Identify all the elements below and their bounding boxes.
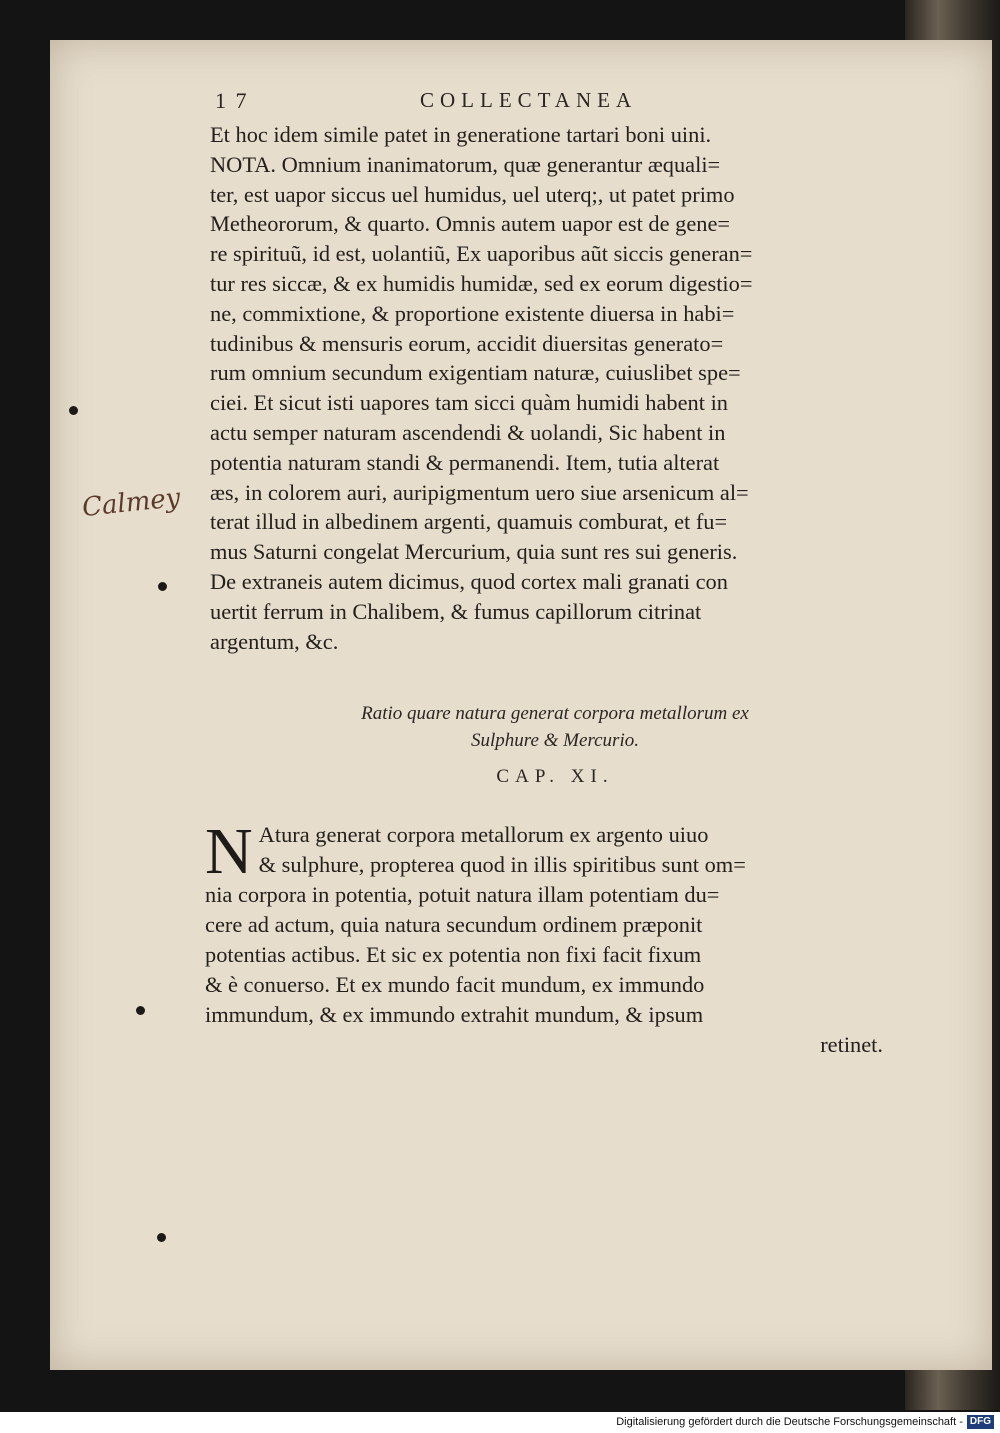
text-line: potentia naturam standi & permanendi. Item, tutia alterat bbox=[210, 449, 720, 475]
text-line: & sulphure, propterea quod in illis spiritibus sunt om= bbox=[258, 852, 746, 877]
text-line: æs, in colorem auri, auripigmentum uero siue arsenicum al= bbox=[210, 479, 749, 505]
text-line: cere ad actum, quia natura secundum ordinem præponit bbox=[205, 912, 703, 937]
text-line: tur res siccæ, & ex humidis humidæ, sed ex eorum digestio= bbox=[210, 270, 753, 296]
text-line: immundum, & ex immundo extrahit mundum, & ipsum bbox=[205, 1002, 704, 1027]
running-head: COLLECTANEA bbox=[420, 88, 638, 112]
text-line: Et hoc idem simile patet in generatione tartari boni uini. bbox=[210, 122, 712, 147]
text-line: rum omnium secundum exigentiam naturæ, cuiuslibet spe= bbox=[210, 360, 741, 386]
ink-dot bbox=[157, 1233, 166, 1242]
folio-number: 1 7 bbox=[215, 88, 249, 113]
ink-dot bbox=[158, 582, 167, 591]
handwritten-margin-note: Calmey bbox=[80, 482, 182, 524]
text-line: Metheororum, & quarto. Omnis autem uapor est de gene= bbox=[210, 211, 731, 237]
text-line: NOTA. Omnium inanimatorum, quæ generantur æquali= bbox=[210, 151, 721, 177]
main-text-block bbox=[210, 120, 900, 656]
chapter-text-block bbox=[205, 815, 905, 1060]
dfg-logo: DFG bbox=[967, 1415, 994, 1429]
text-line: terat illud in albedinem argenti, quamuis comburat, et fu= bbox=[210, 509, 728, 535]
text-line: argentum, &c. bbox=[210, 628, 339, 654]
text-line: uertit ferrum in Chalibem, & fumus capillorum citrinat bbox=[210, 598, 702, 624]
chapter-number: CAP. XI. bbox=[496, 766, 614, 787]
text-line: re spirituũ, id est, uolantiũ, Ex uaporibus aũt siccis generan= bbox=[210, 241, 753, 267]
text-line: tudinibus & mensuris eorum, accidit diuersitas generato= bbox=[210, 330, 724, 356]
ink-dot bbox=[136, 1006, 145, 1015]
footer-credit: Digitalisierung gefördert durch die Deutsche Forschungsgemeinschaft - bbox=[616, 1416, 963, 1428]
chapter-title bbox=[210, 700, 900, 754]
drop-cap: N bbox=[205, 815, 253, 888]
text-line: potentias actibus. Et sic ex potentia non fixi facit fixum bbox=[205, 942, 702, 967]
text-line: ciei. Et sicut isti uapores tam sicci quàm humidi habent in bbox=[210, 390, 728, 416]
text-line: De extraneis autem dicimus, quod cortex mali granati con bbox=[210, 568, 728, 594]
chapter-title-line: Sulphure & Mercurio. bbox=[471, 730, 639, 751]
text-line: Atura generat corpora metallorum ex argento uiuo bbox=[258, 822, 709, 847]
text-line: mus Saturni congelat Mercurium, quia sunt res sui generis. bbox=[210, 539, 738, 565]
text-line: actu semper naturam ascendendi & uolandi, Sic habent in bbox=[210, 419, 726, 445]
text-line: retinet. bbox=[820, 1032, 883, 1057]
text-line: & è conuerso. Et ex mundo facit mundum, ex immundo bbox=[205, 972, 705, 997]
digitization-footer bbox=[0, 1412, 1000, 1433]
chapter-title-line: Ratio quare natura generat corpora metallorum ex bbox=[361, 703, 749, 724]
text-line: ne, commixtione, & proportione existente diuersa in habi= bbox=[210, 300, 735, 326]
text-line: ter, est uapor siccus uel humidus, uel uterq;, ut patet primo bbox=[210, 181, 735, 207]
ink-dot bbox=[69, 406, 78, 415]
text-line: nia corpora in potentia, potuit natura illam potentiam du= bbox=[205, 882, 720, 907]
